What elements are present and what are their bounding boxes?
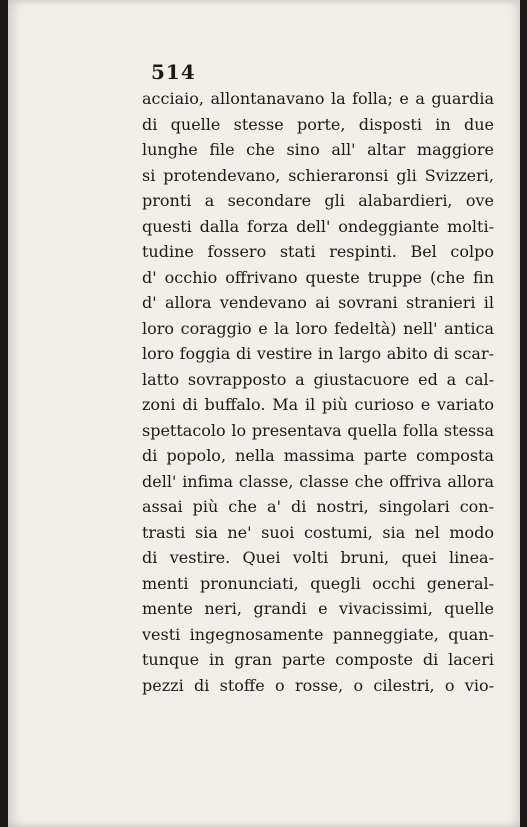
text-line: questi dalla forza dell' ondeggiante molti- — [142, 216, 494, 236]
text-line: trasti sia ne' suoi costumi, sia nel modo — [142, 522, 494, 542]
text-line: tunque in gran parte composte di laceri — [142, 650, 494, 669]
text-line: menti pronunciati, quegli occhi general- — [142, 573, 494, 593]
body-text — [142, 86, 494, 698]
text-line: si protendevano, schieraronsi gli Svizzeri, — [142, 165, 494, 185]
text-line: dell' infima classe, classe che offriva allora — [142, 471, 494, 491]
text-line: di quelle stesse porte, disposti in due — [142, 114, 494, 134]
text-line: pronti a secondare gli alabardieri, ove — [142, 191, 494, 210]
text-line: acciaio, allontanavano la folla; e a guardia — [142, 89, 494, 108]
text-line: lunghe file che sino all' altar maggiore — [142, 140, 494, 159]
text-line: vesti ingegnosamente panneggiate, quan- — [142, 624, 494, 644]
text-line: pezzi di stoffe o rosse, o cilestri, o vio- — [142, 675, 494, 695]
text-line: mente neri, grandi e vivacissimi, quelle — [142, 599, 494, 618]
text-line: d' occhio offrivano queste truppe (che fin — [142, 267, 494, 287]
text-line: assai più che a' di nostri, singolari con- — [142, 497, 494, 516]
page-number: 514 — [151, 60, 196, 84]
book-page — [8, 0, 520, 827]
text-line: d' allora vendevano ai sovrani stranieri il — [142, 293, 494, 312]
text-line: latto sovrapposto a giustacuore ed a cal- — [142, 369, 494, 389]
text-line: loro coraggio e la loro fedeltà) nell' antica — [142, 318, 494, 338]
text-line: tudine fossero stati respinti. Bel colpo — [142, 242, 494, 261]
text-line: di popolo, nella massima parte composta — [142, 446, 494, 465]
text-line: zoni di buffalo. Ma il più curioso e variato — [142, 395, 494, 414]
text-line: spettacolo lo presentava quella folla stessa — [142, 420, 494, 440]
text-line: loro foggia di vestire in largo abito di scar- — [142, 344, 494, 363]
text-line: di vestire. Quei volti bruni, quei linea- — [142, 548, 494, 567]
